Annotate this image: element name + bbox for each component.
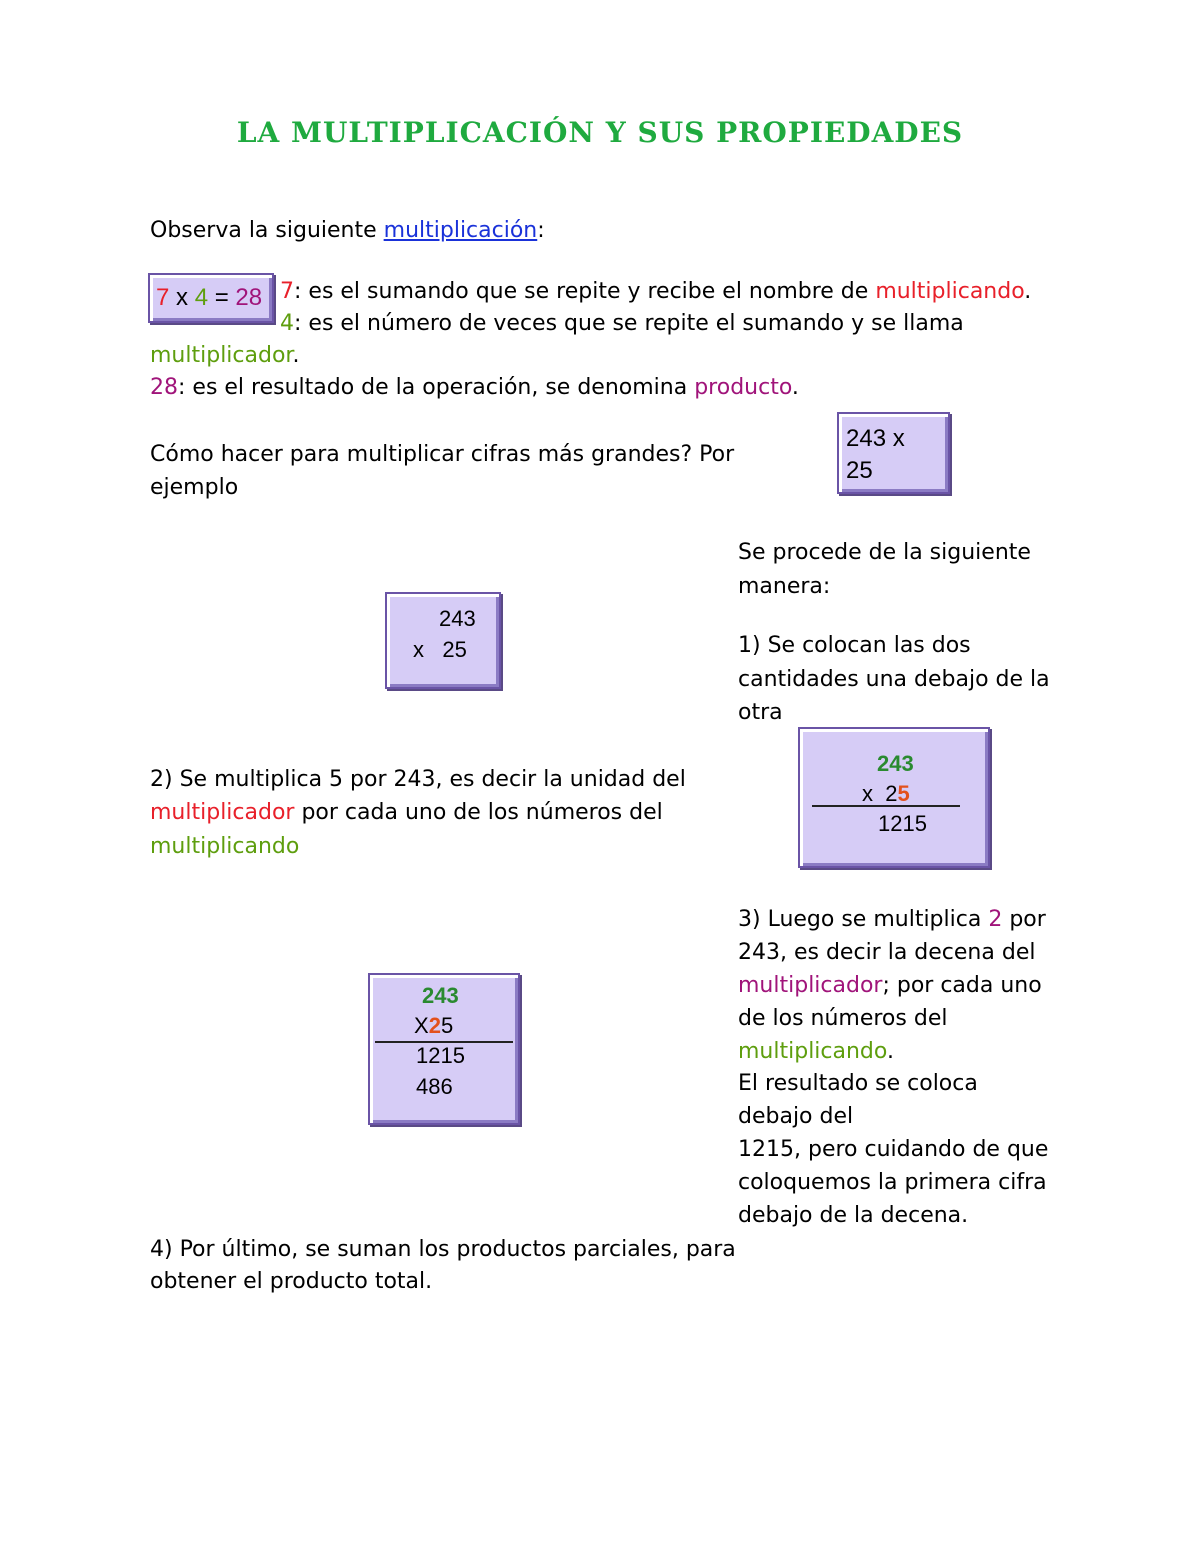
box5-multiplier: X25 (414, 1013, 454, 1038)
intro-text: Observa la siguiente (150, 218, 384, 243)
box3-line-1: 243 (439, 606, 476, 631)
partial-product-box-1 (798, 727, 990, 868)
definition-producto: 28: es el resultado de la operación, se denomina producto. (150, 375, 799, 400)
box4-top: 243 (877, 751, 914, 776)
box5-result-2: 486 (416, 1074, 453, 1099)
multiplicacion-link[interactable]: multiplicación (383, 218, 538, 243)
box5-result-1: 1215 (416, 1043, 465, 1068)
step4-line-1: 4) Por último, se suman los productos parciales, para (150, 1237, 736, 1262)
step1-line-1: 1) Se colocan las dos (738, 633, 971, 658)
box2-line-1: 243 x (846, 425, 905, 452)
step2-line-1: 2) Se multiplica 5 por 243, es decir la unidad del (150, 767, 686, 792)
partial-product-box-2 (368, 973, 520, 1125)
step3-line-1: 3) Luego se multiplica 2 por (738, 907, 1046, 932)
box2-line-2: 25 (846, 457, 873, 484)
step3-line-3: multiplicador; por cada uno (738, 973, 1042, 998)
box4-multiplier: x 25 (862, 781, 910, 806)
example-box-243x25 (837, 412, 950, 494)
definition-multiplicador-term: multiplicador. (150, 343, 300, 368)
definition-multiplicador: 4: es el número de veces que se repite el sumando y se llama (280, 311, 964, 336)
step3-line-7: debajo del (738, 1104, 854, 1129)
intro-suffix: : (537, 218, 545, 243)
step3-line-10: debajo de la decena. (738, 1203, 969, 1228)
box4-rule (812, 805, 960, 807)
definition-multiplicando: 7: es el sumando que se repite y recibe el nombre de multiplicando. (280, 279, 1032, 304)
intro-line (150, 214, 545, 247)
step3-line-9: coloquemos la primera cifra (738, 1170, 1047, 1195)
question-line-2: ejemplo (150, 475, 239, 500)
page-title: LA MULTIPLICACIÓN Y SUS PROPIEDADES (236, 116, 964, 149)
step2-line-2: multiplicador por cada uno de los números del (150, 800, 663, 825)
box4-result: 1215 (878, 811, 927, 836)
box5-top: 243 (422, 983, 459, 1008)
question-line-1: Cómo hacer para multiplicar cifras más grandes? Por (150, 442, 735, 467)
step1-line-2: cantidades una debajo de la (738, 667, 1050, 692)
step3-line-2: 243, es decir la decena del (738, 940, 1036, 965)
step3-line-6: El resultado se coloca (738, 1071, 978, 1096)
box3-line-2: x 25 (413, 637, 467, 662)
step2-line-3: multiplicando (150, 834, 300, 859)
step3-line-5: multiplicando. (738, 1039, 894, 1064)
step1-line-3: otra (738, 700, 783, 725)
step3-line-4: de los números del (738, 1006, 948, 1031)
procede-line-1: Se procede de la siguiente (738, 540, 1031, 565)
step3-line-8: 1215, pero cuidando de que (738, 1137, 1049, 1162)
example-equation: 7 x 4 = 28 (156, 284, 263, 311)
stacked-box-243-25 (385, 592, 501, 689)
step4-line-2: obtener el producto total. (150, 1269, 433, 1294)
procede-line-2: manera: (738, 574, 831, 599)
example-box-7x4 (148, 273, 274, 323)
